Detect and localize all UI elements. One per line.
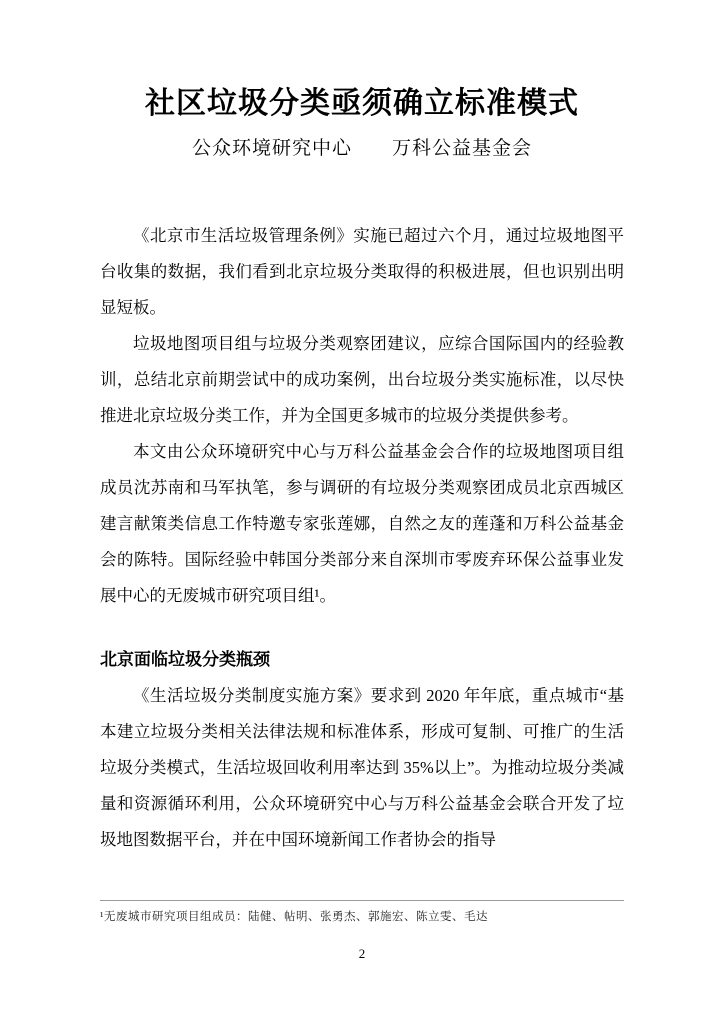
paragraph: 《北京市生活垃圾管理条例》实施已超过六个月，通过垃圾地图平台收集的数据，我们看到北京垃圾分类取得的积极进展，但也识别出明显短板。: [100, 226, 624, 317]
section-heading: 北京面临垃圾分类瓶颈: [100, 650, 270, 669]
page-number: 2: [358, 946, 366, 961]
footnote-text: ¹无废城市研究项目组成员：陆健、帖明、张勇杰、郭施宏、陈立雯、毛达: [100, 911, 488, 923]
byline: 公众环境研究中心 万科公益基金会: [191, 138, 532, 159]
paragraph: 垃圾地图项目组与垃圾分类观察团建议，应综合国际国内的经验教训，总结北京前期尝试中的成功案例，出台垃圾分类实施标准，以尽快推进北京垃圾分类工作，并为全国更多城市的垃圾分类提供参考。: [100, 334, 624, 425]
paragraph: 本文由公众环境研究中心与万科公益基金会合作的垃圾地图项目组成员沈苏南和马军执笔，参与调研的有垃圾分类观察团成员北京西城区建言献策类信息工作特邀专家张莲娜，自然之友的莲蓬和万科公益基金会的陈特。国际经验中韩国分类部分来自深圳市零废弃环保公益事业发展中心的无废城市研究项目组¹。: [100, 442, 624, 605]
page-title: 社区垃圾分类亟须确立标准模式: [145, 87, 579, 120]
paragraph: 《生活垃圾分类制度实施方案》要求到 2020 年年底，重点城市“基本建立垃圾分类相关法律法规和标准体系，形成可复制、可推广的生活垃圾分类模式，生活垃圾回收利用率达到 35%以上”。为推动垃圾分类减量和资源循环利用，公众环境研究中心与万科公益基金会联合开发了垃圾地图数据平台，并在中国环境新闻工作者协会的指导: [100, 686, 624, 849]
document-body: [100, 218, 624, 858]
footnote-divider: [100, 900, 624, 901]
footnote-area: [100, 900, 624, 924]
